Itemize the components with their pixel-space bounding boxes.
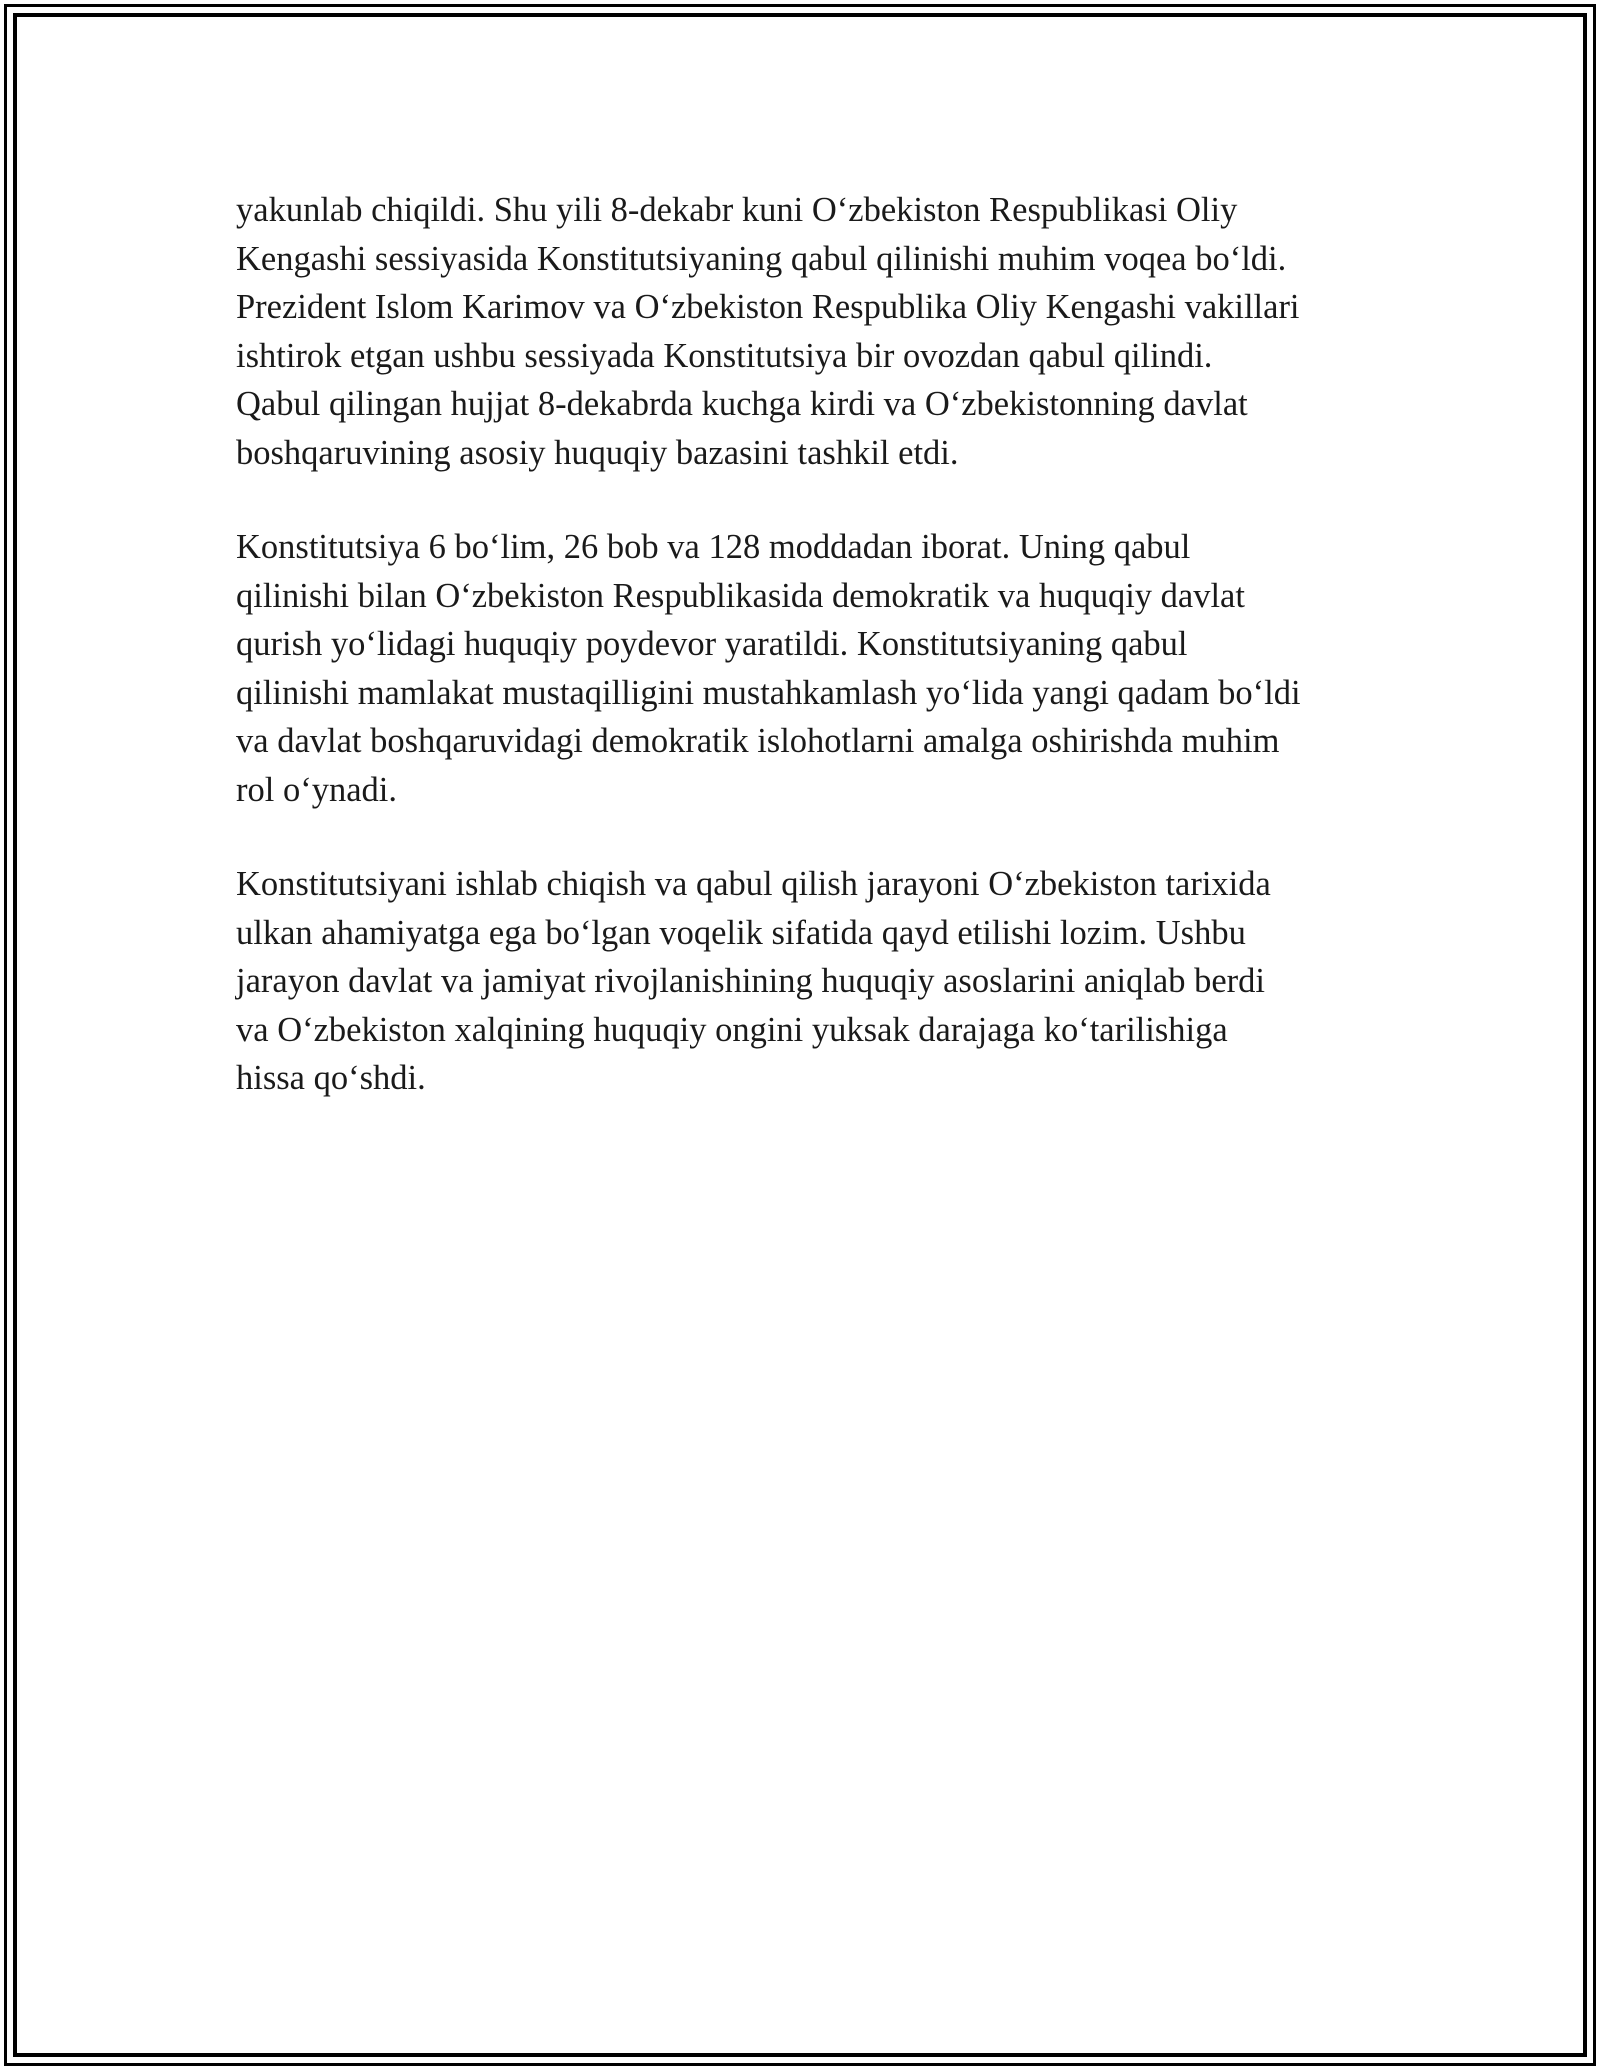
text-line: qurish yo‘lidagi huquqiy poydevor yaratildi. Konstitutsiyaning qabul [236, 625, 1188, 663]
paragraph-1 [236, 186, 1386, 477]
document-body [236, 186, 1386, 1149]
text-line: jarayon davlat va jamiyat rivojlanishining huquqiy asoslarini aniqlab berdi [236, 962, 1266, 1000]
text-line: boshqaruvining asosiy huquqiy bazasini tashkil etdi. [236, 433, 959, 472]
text-line: Kengashi sessiyasida Konstitutsiyaning qabul qilinishi muhim voqea bo‘ldi. [236, 239, 1287, 278]
text-line: rol o‘ynadi. [236, 770, 397, 809]
text-line: Konstitutsiya 6 bo‘lim, 26 bob va 128 moddadan iborat. Uning qabul [236, 528, 1191, 566]
text-line: hissa qo‘shdi. [236, 1059, 426, 1097]
text-line: qilinishi mamlakat mustaqilligini mustahkamlash yo‘lida yangi qadam bo‘ldi [236, 673, 1301, 712]
text-line: Prezident Islom Karimov va O‘zbekiston Respublika Oliy Kengashi vakillari [236, 288, 1300, 326]
paragraph-3 [236, 860, 1386, 1103]
text-line: ishtirok etgan ushbu sessiyada Konstitutsiya bir ovozdan qabul qilindi. [236, 336, 1213, 375]
text-line: va davlat boshqaruvidagi demokratik islohotlarni amalga oshirishda muhim [236, 722, 1280, 760]
text-line: Konstitutsiyani ishlab chiqish va qabul qilish jarayoni O‘zbekiston tarixida [236, 865, 1271, 903]
text-line: Qabul qilingan hujjat 8-dekabrda kuchga kirdi va O‘zbekistonning davlat [236, 385, 1248, 423]
text-line: qilinishi bilan O‘zbekiston Respublikasida demokratik va huquqiy davlat [236, 576, 1245, 615]
paragraph-2 [236, 523, 1386, 814]
text-line: ulkan ahamiyatga ega bo‘lgan voqelik sifatida qayd etilishi lozim. Ushbu [236, 913, 1246, 952]
text-line: yakunlab chiqildi. Shu yili 8-dekabr kuni O‘zbekiston Respublikasi Oliy [236, 191, 1238, 229]
text-line: va O‘zbekiston xalqining huquqiy ongini yuksak darajaga ko‘tarilishiga [236, 1010, 1228, 1049]
